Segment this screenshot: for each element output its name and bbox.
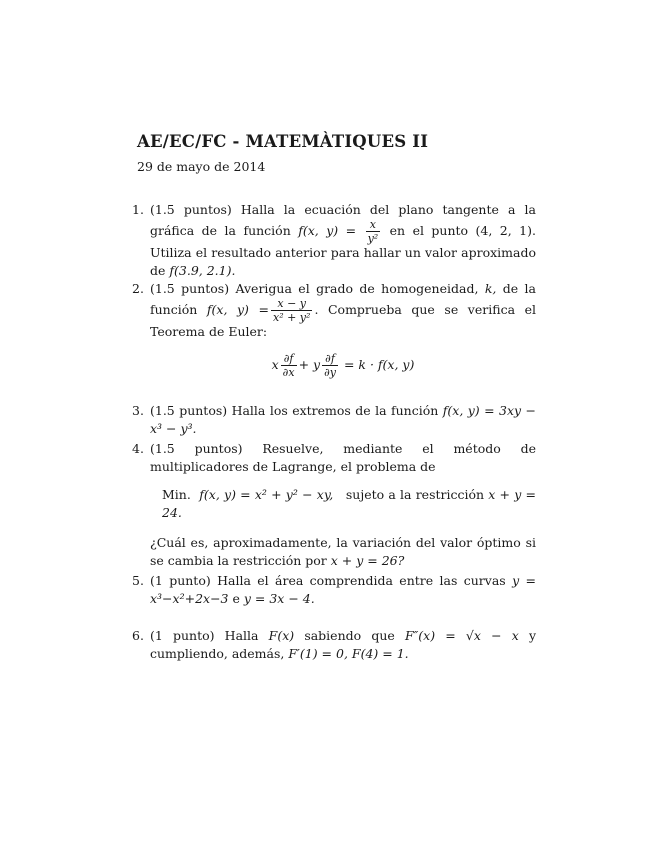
problem-6 <box>132 627 536 663</box>
fraction <box>322 353 338 378</box>
denominator: y² <box>367 232 379 245</box>
constraint-label: sujeto a la restricción <box>345 487 485 502</box>
problem-text: . Comprueba que se verifica el Teorema de Euler: <box>150 302 536 339</box>
problem-number: 4. <box>132 441 144 456</box>
problem-5 <box>132 572 536 608</box>
problem-text: y cumpliendo, además, <box>150 628 536 661</box>
min-label: Min. <box>162 487 191 502</box>
numerator: x <box>366 219 381 232</box>
euler-equation <box>150 353 536 378</box>
second-derivative: F″(x) = √x − x <box>404 628 519 643</box>
evaluation-point: f(3.9, 2.1). <box>169 263 236 278</box>
document-date: 29 de mayo de 2014 <box>137 159 266 174</box>
fraction <box>271 298 312 323</box>
problem-number: 3. <box>132 403 144 418</box>
initial-conditions: F′(1) = 0, F(4) = 1. <box>288 646 409 661</box>
denominator: x² + y² <box>272 311 311 324</box>
euler-x: x <box>271 357 279 372</box>
problem-number: 5. <box>132 573 144 588</box>
problem-text: en el punto (4, 2, 1). Utiliza el resultado anterior para hallar un valor aproximado de <box>150 223 536 278</box>
homogeneity-degree: k, <box>484 281 497 296</box>
problem-text: (1.5 puntos) Halla los extremos de la función <box>150 403 439 418</box>
function-def: f(x, y) = <box>206 302 269 317</box>
optimization-problem <box>162 486 536 522</box>
problem-text: (1.5 puntos) Resuelve, mediante el método de multiplicadores de Lagrange, el problema de <box>150 441 536 474</box>
denominator: ∂x <box>282 366 295 379</box>
fraction <box>281 353 297 378</box>
problem-number: 1. <box>132 202 144 217</box>
new-constraint: x + y = 26? <box>330 553 405 568</box>
problem-3 <box>132 402 536 438</box>
numerator: ∂f <box>281 353 297 366</box>
euler-plus-y: + y <box>298 357 321 372</box>
problem-number: 2. <box>132 281 144 296</box>
problem-number: 6. <box>132 628 144 643</box>
numerator: x − y <box>271 298 312 311</box>
function-F: F(x) <box>268 628 295 643</box>
problem-text: (1 punto) Halla <box>150 628 259 643</box>
problem-text: (1.5 puntos) Averigua el grado de homogeneidad, <box>150 281 479 296</box>
curve-1: y = x³−x²+2x−3 <box>150 573 536 606</box>
document-title: AE/EC/FC - MATEMÀTIQUES II <box>137 132 429 151</box>
problem-text: (1.5 puntos) Halla la ecuación del plano tangente a la gráfica de la función <box>150 202 536 238</box>
function-expression: f(x, y) = 3xy − x³ − y³. <box>150 403 536 436</box>
problem-text: (1 punto) Halla el área comprendida entre las curvas <box>150 573 506 588</box>
fraction <box>366 219 381 244</box>
problem-text: ¿Cuál es, aproximadamente, la variación del valor óptimo si se cambia la restricción por <box>150 535 536 568</box>
problem-text: e <box>232 591 240 606</box>
problem-text: de la función <box>150 281 536 317</box>
euler-rhs: = k · f(x, y) <box>343 357 415 372</box>
problem-1 <box>132 201 536 280</box>
problem-text: sabiendo que <box>304 628 395 643</box>
constraint-expression: x + y = 24. <box>162 487 536 520</box>
denominator: ∂y <box>324 366 336 379</box>
problem-2 <box>132 280 536 388</box>
function-def: f(x, y) = <box>298 223 357 238</box>
problem-4 <box>132 440 536 570</box>
curve-2: y = 3x − 4. <box>243 591 315 606</box>
numerator: ∂f <box>322 353 338 366</box>
objective-function: f(x, y) = x² + y² − xy, <box>199 487 334 502</box>
